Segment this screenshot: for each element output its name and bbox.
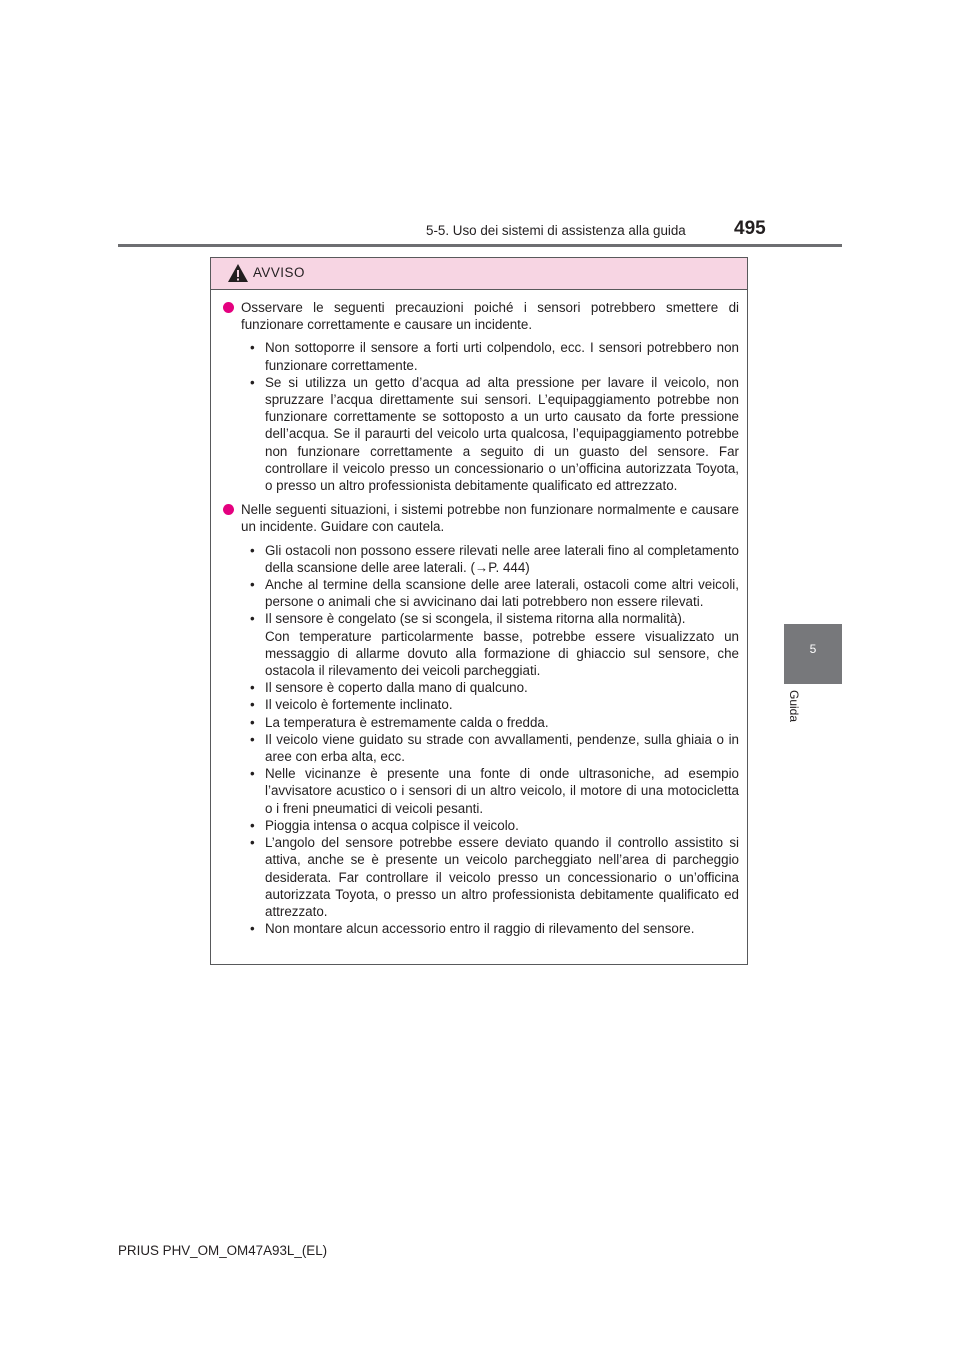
list-item	[223, 374, 739, 494]
list-item	[223, 765, 739, 817]
warning-point	[223, 299, 739, 333]
list-item-text: Il veicolo è fortemente inclinato.	[265, 697, 453, 713]
list-item-text: Il veicolo viene guidato su strade con avvallamenti, pendenze, sulla ghiaia o in aree con erba alta, ecc.	[265, 731, 739, 765]
list-item	[223, 920, 739, 937]
warning-header	[211, 258, 747, 290]
list-item-text: La temperatura è estremamente calda o fredda.	[265, 714, 549, 730]
document-code: PRIUS PHV_OM_OM47A93L_(EL)	[118, 1243, 328, 1258]
list-item	[223, 834, 739, 920]
list-item	[223, 339, 739, 373]
list-item	[223, 731, 739, 765]
list-item-text: Non montare alcun accessorio entro il raggio di rilevamento del sensore.	[265, 921, 695, 937]
list-item	[223, 817, 739, 834]
list-item	[223, 610, 739, 679]
list-item-text: Non sottoporre il sensore a forti urti colpendolo, ecc. I sensori potrebbero non funzionare correttamente.	[265, 340, 739, 373]
list-item-text: Se si utilizza un getto d’acqua ad alta pressione per lavare il veicolo, non spruzzare l’acqua direttamente sui sensori. L’equipaggiamento potrebbe non funzionare correttamente se sottoposto a un urto causato da forte pressione dell’acqua. Se il paraurti del veicolo urta qualcosa, l’equipaggiamento potrebbe non funzionare correttamente a seguito di un guasto del sensore. Far controllare il veicolo presso un concessionario o un’officina autorizzata Toyota, o presso un altro professionista debitamente qualificato ed attrezzato.	[265, 374, 739, 494]
chapter-tab	[784, 624, 842, 684]
bullet-dot-icon	[223, 504, 234, 515]
header-divider	[118, 244, 842, 247]
warning-triangle-icon	[227, 263, 249, 283]
bullet-dot-icon	[223, 302, 234, 313]
warning-title: AVVISO	[253, 265, 305, 280]
list-item-text: Il sensore è coperto dalla mano di qualcuno.	[265, 680, 528, 696]
warning-point-text: Nelle seguenti situazioni, i sistemi potrebbe non funzionare normalmente e causare un incidente. Guidare con cautela.	[241, 502, 739, 535]
warning-box	[210, 257, 748, 965]
list-item-text: L’angolo del sensore potrebbe essere deviato quando il controllo assistito si attiva, anche se è presente un veicolo parcheggiato nell’area di parcheggio desiderata. Far controllare il veicolo presso un concessionario o un’officina autorizzata Toyota, o presso un altro professionista debitamente qualificato ed attrezzato.	[265, 835, 739, 919]
list-item	[223, 714, 739, 731]
list-item-text: Il sensore è congelato (se si scongela, il sistema ritorna alla normalità).	[265, 611, 686, 627]
chapter-label	[787, 690, 805, 740]
page-number: 495	[734, 218, 766, 239]
warning-body	[211, 290, 747, 937]
list-item-text: Anche al termine della scansione delle aree laterali, ostacoli come altri veicoli, persone o animali che si avvicinano dai lati potrebbero non essere rilevati.	[265, 577, 739, 610]
chapter-label-text: Guida	[787, 690, 801, 723]
warning-point-text: Osservare le seguenti precauzioni poiché i sensori potrebbero smettere di funzionare correttamente e causare un incidente.	[241, 300, 739, 333]
warning-point	[223, 501, 739, 535]
list-item	[223, 696, 739, 713]
section-title: 5-5. Uso dei sistemi di assistenza alla guida	[426, 223, 686, 238]
list-item	[223, 679, 739, 696]
chapter-tab-number: 5	[809, 642, 817, 656]
list-item	[223, 576, 739, 610]
list-item-text: Nelle vicinanze è presente una fonte di onde ultrasoniche, ad esempio l’avvisatore acustico o i sensori di un altro veicolo, il motore di una motocicletta o i freni pneumatici di veicoli pesanti.	[265, 766, 739, 816]
list-item-text: Gli ostacoli non possono essere rilevati nelle aree laterali fino al completamento della scansione delle aree laterali. (→P. 444)	[265, 542, 739, 575]
list-item-note: Con temperature particolarmente basse, potrebbe essere visualizzato un messaggio di allarme dovuto alla formazione di ghiaccio sul sensore, che ostacola il rilevamento dei veicoli parcheggiati.	[265, 628, 739, 679]
warning-sub-list	[223, 339, 739, 494]
list-item-text: Pioggia intensa o acqua colpisce il veicolo.	[265, 817, 519, 833]
warning-sub-list	[223, 542, 739, 938]
list-item	[223, 542, 739, 576]
